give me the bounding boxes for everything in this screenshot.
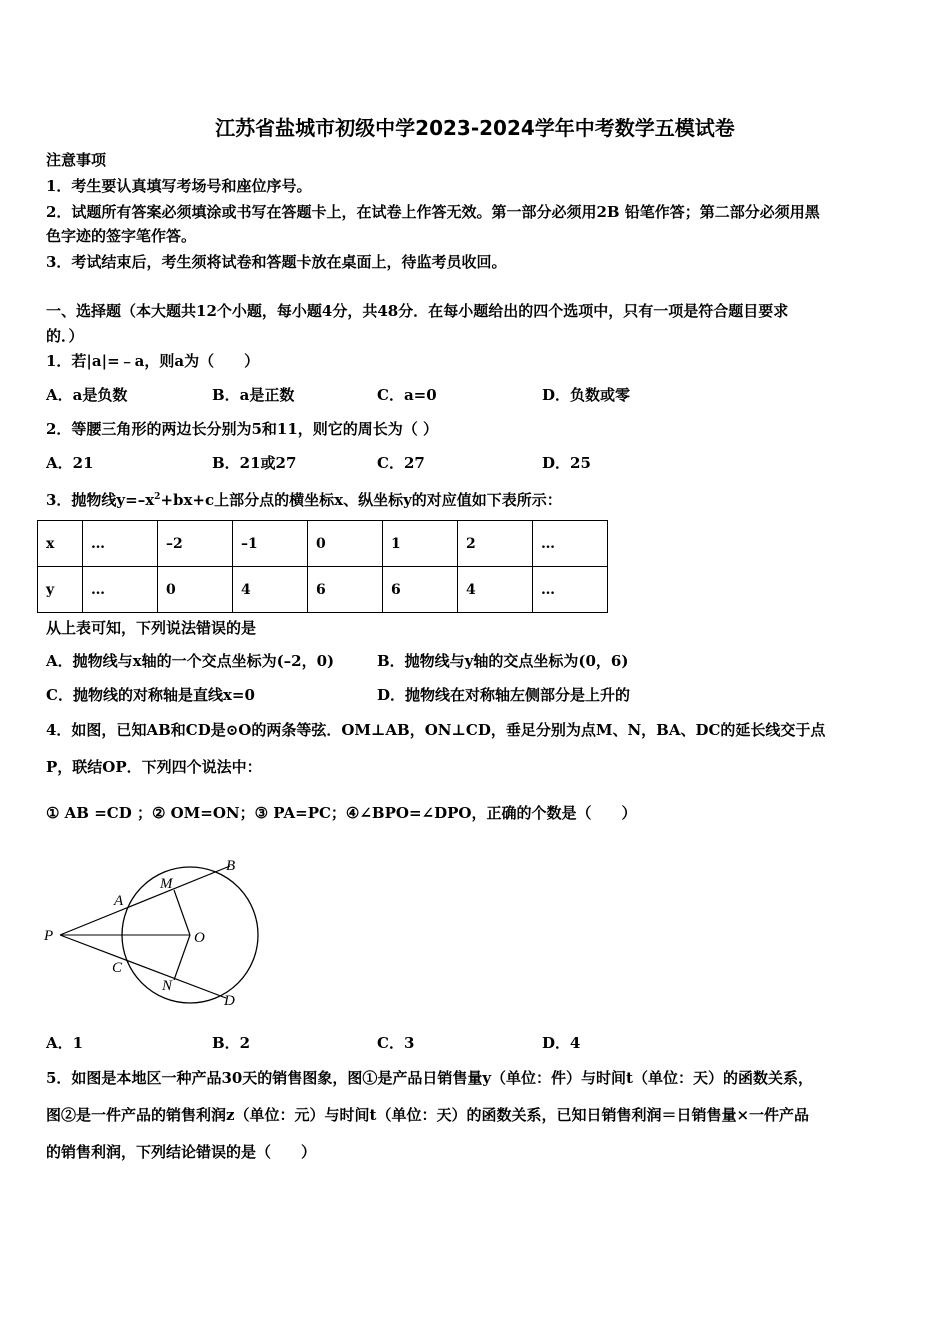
table-cell: 1 xyxy=(383,521,458,567)
table-cell: 4 xyxy=(233,567,308,613)
section-heading-cont: 的．） xyxy=(46,327,84,345)
q3-table xyxy=(37,520,608,613)
line-on xyxy=(174,935,190,980)
table-cell: … xyxy=(533,521,608,567)
note-2-cont: 色字迹的签字笔作答。 xyxy=(46,227,197,245)
table-cell: 4 xyxy=(458,567,533,613)
note-3: 3．考试结束后，考生须将试卷和答题卡放在桌面上，待监考员收回。 xyxy=(46,253,507,271)
q5-line-1: 5．如图是本地区一种产品30天的销售图象，图①是产品日销售量y（单位：件）与时间t（单位：天）的函数关系， xyxy=(46,1069,813,1087)
q3-sup: 2 xyxy=(154,492,161,502)
notes-heading: 注意事项 xyxy=(46,151,107,169)
q3-stem xyxy=(46,487,562,510)
note-2: 2．试题所有答案必须填涂或书写在答题卡上，在试卷上作答无效。第一部分必须用2B 铅笔作答；第二部分必须用黑 xyxy=(46,203,820,221)
q2-option-b: B．21或27 xyxy=(212,454,297,472)
q4-line-3: ① AB =CD ；② OM=ON；③ PA=PC；④∠BPO=∠DPO，正确的个数是（ ） xyxy=(46,804,637,822)
label-n: N xyxy=(162,978,173,994)
table-row xyxy=(38,521,608,567)
q1-option-a: A．a是负数 xyxy=(46,386,128,404)
q3-stem-b: +bx+c上部分点的横坐标x、纵坐标y的对应值如下表所示： xyxy=(160,491,562,509)
q3-option-c: C．抛物线的对称轴是直线x=0 xyxy=(46,686,255,704)
line-om xyxy=(174,890,190,935)
label-c: C xyxy=(112,960,123,976)
label-p: P xyxy=(44,928,54,944)
table-cell: … xyxy=(533,567,608,613)
line-pb xyxy=(60,866,230,935)
table-cell: 0 xyxy=(158,567,233,613)
table-cell: 0 xyxy=(308,521,383,567)
q3-option-a: A．抛物线与x轴的一个交点坐标为(–2，0) xyxy=(46,652,335,670)
table-cell: –2 xyxy=(158,521,233,567)
table-cell: 2 xyxy=(458,521,533,567)
table-cell: … xyxy=(83,567,158,613)
label-a: A xyxy=(114,893,124,909)
label-m: M xyxy=(160,876,173,892)
table-cell: y xyxy=(38,567,83,613)
q4-option-c: C．3 xyxy=(377,1034,415,1052)
q5-line-3: 的销售利润，下列结论错误的是（ ） xyxy=(46,1143,317,1161)
q1-option-b: B．a是正数 xyxy=(212,386,295,404)
q5-line-2: 图②是一件产品的销售利润z（单位：元）与时间t（单位：天）的函数关系，已知日销售利润＝日销售量×一件产品 xyxy=(46,1106,810,1124)
q4-line-1: 4．如图，已知AB和CD是⊙O的两条等弦．OM⊥AB，ON⊥CD，垂足分别为点M、N，BA、DC的延长线交于点 xyxy=(46,721,826,739)
circle-diagram xyxy=(40,850,280,1020)
label-o: O xyxy=(194,930,205,946)
table-row xyxy=(38,567,608,613)
q4-option-a: A．1 xyxy=(46,1034,84,1052)
q1-stem: 1．若|a|=﹣a，则a为（ ） xyxy=(46,352,260,370)
q3-after: 从上表可知，下列说法错误的是 xyxy=(46,619,257,637)
page-title: 江苏省盐城市初级中学2023-2024学年中考数学五模试卷 xyxy=(215,116,735,140)
q3-option-d: D．抛物线在对称轴左侧部分是上升的 xyxy=(377,686,631,704)
q3-option-b: B．抛物线与y轴的交点坐标为(0，6) xyxy=(377,652,629,670)
q2-stem: 2．等腰三角形的两边长分别为5和11，则它的周长为（ ） xyxy=(46,420,438,438)
q1-option-c: C．a=0 xyxy=(377,386,437,404)
q4-line-2: P，联结OP．下列四个说法中： xyxy=(46,758,262,776)
q2-option-d: D．25 xyxy=(542,454,591,472)
q2-option-a: A．21 xyxy=(46,454,94,472)
section-heading: 一、选择题（本大题共12个小题，每小题4分，共48分．在每小题给出的四个选项中，只有一项是符合题目要求 xyxy=(46,302,789,320)
q4-option-b: B．2 xyxy=(212,1034,251,1052)
q4-option-d: D．4 xyxy=(542,1034,581,1052)
label-d: D xyxy=(224,993,235,1009)
note-1: 1．考生要认真填写考场号和座位序号。 xyxy=(46,177,312,195)
q2-option-c: C．27 xyxy=(377,454,425,472)
table-cell: –1 xyxy=(233,521,308,567)
label-b: B xyxy=(226,858,236,874)
q3-stem-a: 3．抛物线y=–x xyxy=(46,491,155,509)
table-cell: 6 xyxy=(383,567,458,613)
table-cell: 6 xyxy=(308,567,383,613)
table-cell: x xyxy=(38,521,83,567)
table-cell: … xyxy=(83,521,158,567)
q1-option-d: D．负数或零 xyxy=(542,386,631,404)
